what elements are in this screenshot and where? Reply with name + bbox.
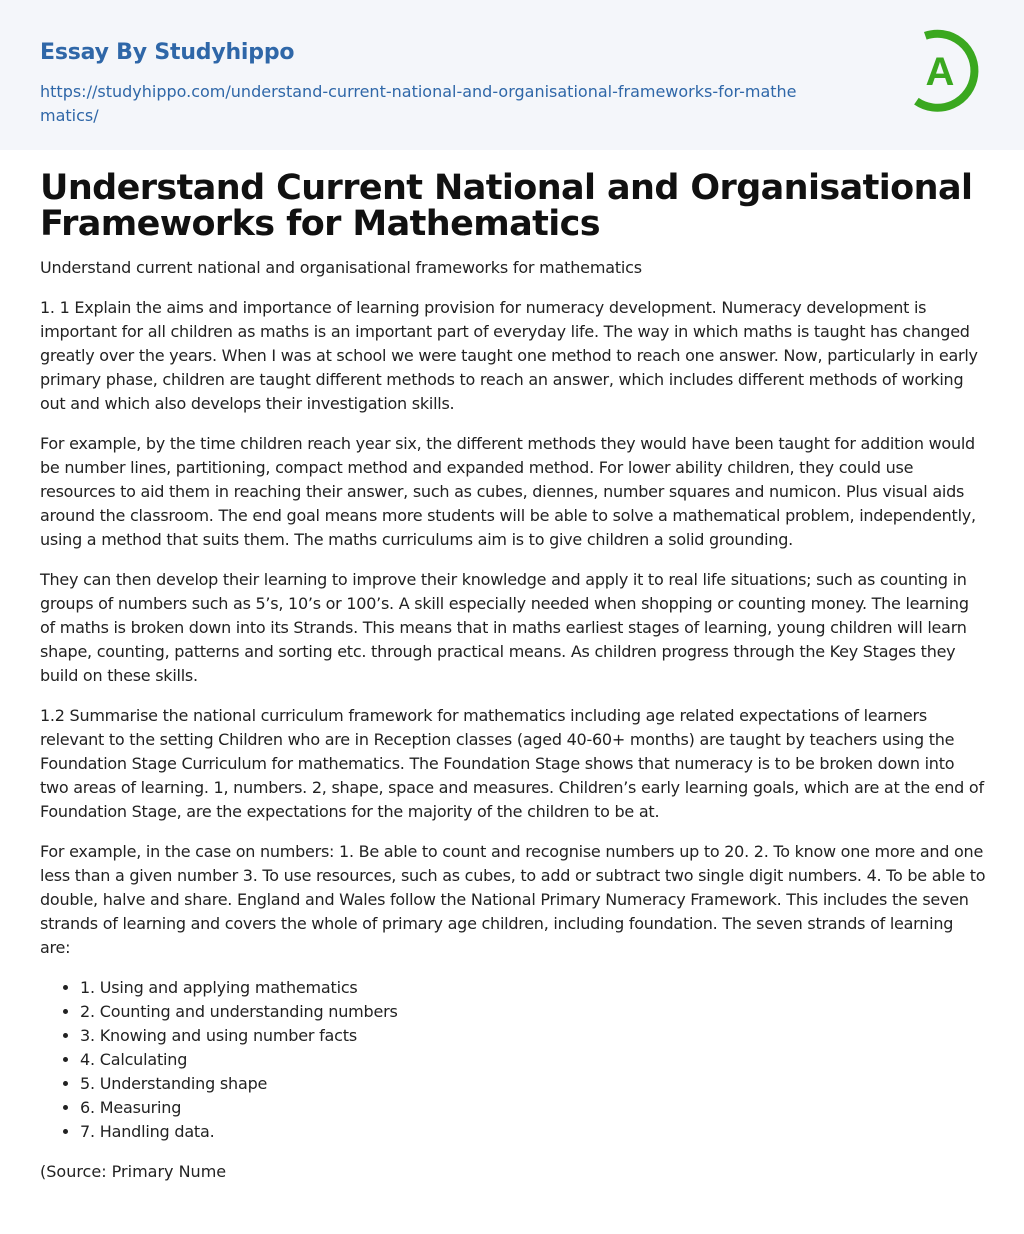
article-subtitle: Understand current national and organisational frameworks for mathematics bbox=[40, 258, 642, 277]
article-body bbox=[40, 170, 986, 1184]
page-title: Understand Current National and Organisational Frameworks for Mathematics bbox=[40, 168, 973, 244]
list-item: • 4. Calculating bbox=[80, 1048, 986, 1072]
paragraph-5: For example, in the case on numbers: 1. Be able to count and recognise numbers up to 20. 2. To know one more and one less than a given number 3. To use resources, such as cubes, to add or subtract two single digit numbers. 4. To be able to double, halve and share. England and Wales follow the National Primary Numeracy Framework. This includes the seven strands of learning and covers the whole of primary age children, including foundation. The seven strands of learning are: bbox=[40, 842, 986, 957]
list-item: • 3. Knowing and using number facts bbox=[80, 1024, 986, 1048]
essay-url-link[interactable]: https://studyhippo.com/understand-current-national-and-organisational-frameworks-for-mathematics/ bbox=[40, 82, 797, 125]
strands-list bbox=[40, 976, 986, 1144]
paragraph-4: 1.2 Summarise the national curriculum framework for mathematics including age related expectations of learners relevant to the setting Children who are in Reception classes (aged 40-60+ months) are taught by teachers using the Foundation Stage Curriculum for mathematics. The Foundation Stage shows that numeracy is to be broken down into two areas of learning. 1, numbers. 2, shape, space and measures. Children’s early learning goals, which are at the end of Foundation Stage, are the expectations for the majority of the children to be at. bbox=[40, 706, 984, 821]
list-item: • 1. Using and applying mathematics bbox=[80, 976, 986, 1000]
list-item: • 6. Measuring bbox=[80, 1096, 986, 1120]
logo-letter: A bbox=[925, 50, 955, 94]
site-brand[interactable]: Essay By Studyhippo bbox=[40, 40, 295, 65]
source-citation: (Source: Primary Nume bbox=[40, 1162, 227, 1181]
list-item: • 2. Counting and understanding numbers bbox=[80, 1000, 986, 1024]
list-item: • 7. Handling data. bbox=[80, 1120, 986, 1144]
paragraph-3: They can then develop their learning to improve their knowledge and apply it to real life situations; such as counting in groups of numbers such as 5’s, 10’s or 100’s. A skill especially needed when shopping or counting money. The learning of maths is broken down into its Strands. This means that in maths earliest stages of learning, young children will learn shape, counting, patterns and sorting etc. through practical means. As children progress through the Key Stages they build on these skills. bbox=[40, 570, 969, 685]
paragraph-1: 1. 1 Explain the aims and importance of learning provision for numeracy development. Numeracy development is important for all children as maths is an important part of everyday life. The way in which maths is taught has changed greatly over the years. When I was at school we were taught one method to reach one answer. Now, particularly in early primary phase, children are taught different methods to reach an answer, which includes different methods of working out and which also develops their investigation skills. bbox=[40, 298, 978, 413]
studyhippo-logo-icon[interactable] bbox=[908, 28, 988, 118]
page-header bbox=[0, 0, 1024, 150]
paragraph-2: For example, by the time children reach year six, the different methods they would have been taught for addition would be number lines, partitioning, compact method and expanded method. For lower ability children, they could use resources to aid them in reaching their answer, such as cubes, diennes, number squares and numicon. Plus visual aids around the classroom. The end goal means more students will be able to solve a mathematical problem, independently, using a method that suits them. The maths curriculums aim is to give children a solid grounding. bbox=[40, 434, 976, 549]
list-item: • 5. Understanding shape bbox=[80, 1072, 986, 1096]
